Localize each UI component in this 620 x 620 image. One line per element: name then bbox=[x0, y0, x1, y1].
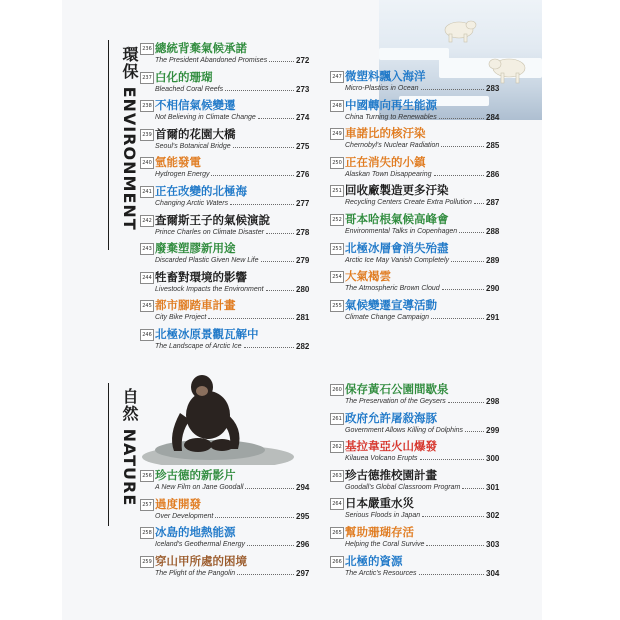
toc-entry[interactable] bbox=[140, 554, 312, 580]
entry-title-zh: 白化的珊瑚 bbox=[155, 69, 213, 84]
entry-number: 254 bbox=[330, 271, 344, 283]
entry-title-zh: 北極冰層會消失殆盡 bbox=[345, 240, 449, 255]
toc-entry[interactable] bbox=[140, 497, 312, 523]
entry-title-en: Discarded Plastic Given New Life bbox=[155, 257, 259, 265]
entry-page-number: 286 bbox=[486, 169, 500, 179]
entry-number: 236 bbox=[140, 43, 154, 55]
toc-entry[interactable] bbox=[140, 127, 312, 153]
entry-title-en: Livestock Impacts the Environment bbox=[155, 285, 264, 293]
entry-title-en: The Landscape of Arctic Ice bbox=[155, 343, 242, 350]
toc-entry[interactable] bbox=[140, 98, 312, 124]
entry-page-number: 273 bbox=[296, 84, 310, 94]
entry-page-number: 291 bbox=[486, 312, 500, 322]
entry-title-en: The President Abandoned Promises bbox=[155, 57, 268, 64]
entry-page-number: 278 bbox=[296, 227, 310, 237]
entry-title-en: Serious Floods in Japan bbox=[345, 512, 421, 520]
entry-title-zh: 廢棄塑膠新用途 bbox=[155, 241, 236, 256]
entry-title-en: Bleached Coral Reefs bbox=[155, 85, 224, 93]
entry-title-en: Seoul's Botanical Bridge bbox=[155, 142, 231, 150]
entry-title-en: Changing Arctic Waters bbox=[155, 200, 229, 207]
toc-entry[interactable] bbox=[330, 126, 502, 152]
entry-page-number: 287 bbox=[486, 198, 500, 208]
entry-title-zh: 穿山甲所處的困境 bbox=[155, 553, 247, 568]
entry-page-number: 288 bbox=[486, 227, 500, 236]
entry-title-en: A New Film on Jane Goodall bbox=[155, 484, 244, 491]
entry-page-number: 301 bbox=[486, 482, 500, 492]
entry-title-en: Chernobyl's Nuclear Radiation bbox=[345, 142, 440, 150]
toc-entry[interactable] bbox=[330, 69, 502, 95]
toc-entry[interactable] bbox=[140, 184, 312, 210]
entry-page-number: 282 bbox=[296, 342, 310, 351]
entry-number: 259 bbox=[140, 556, 154, 568]
entry-number: 248 bbox=[330, 100, 344, 112]
entry-title-en: Alaskan Town Disappearing bbox=[345, 170, 432, 178]
entry-page-number: 284 bbox=[486, 112, 500, 122]
nature-section-label: 自然 NATURE bbox=[120, 388, 139, 507]
toc-entry[interactable] bbox=[330, 269, 502, 295]
entry-number: 240 bbox=[140, 157, 154, 169]
leader-dots bbox=[422, 516, 484, 517]
entry-title-zh: 車諾比的核汙染 bbox=[345, 126, 426, 141]
entry-title-zh: 基拉韋亞火山爆發 bbox=[345, 439, 437, 454]
entry-title-en: Micro-Plastics in Ocean bbox=[345, 85, 419, 92]
entry-number: 249 bbox=[330, 128, 344, 140]
entry-page-number: 299 bbox=[486, 425, 500, 435]
entry-number: 245 bbox=[140, 300, 154, 312]
leader-dots bbox=[426, 545, 484, 546]
leader-dots bbox=[474, 203, 484, 204]
entry-title-zh: 珍古德推校園計畫 bbox=[345, 467, 437, 482]
entry-number: 241 bbox=[140, 186, 154, 198]
entry-title-zh: 日本嚴重水災 bbox=[345, 496, 414, 511]
entry-number: 265 bbox=[330, 527, 344, 539]
entry-page-number: 275 bbox=[296, 141, 310, 151]
entry-title-zh: 首爾的花園大橋 bbox=[155, 126, 236, 141]
entry-number: 247 bbox=[330, 71, 344, 83]
entry-number: 246 bbox=[140, 329, 154, 341]
entry-number: 266 bbox=[330, 556, 344, 568]
entry-title-en: Recycling Centers Create Extra Pollution bbox=[345, 199, 472, 207]
entry-number: 239 bbox=[140, 129, 154, 141]
entry-number: 261 bbox=[330, 413, 344, 425]
entry-page-number: 279 bbox=[296, 256, 310, 266]
entry-number: 242 bbox=[140, 215, 154, 227]
entry-title-en: China Turning to Renewables bbox=[345, 113, 437, 121]
nature-section-rule bbox=[62, 383, 109, 526]
entry-title-zh: 不相信氣候變遷 bbox=[155, 98, 236, 113]
entry-number: 264 bbox=[330, 498, 344, 510]
entry-page-number: 290 bbox=[486, 284, 500, 294]
entry-title-en: City Bike Project bbox=[155, 314, 207, 322]
toc-entry[interactable] bbox=[140, 468, 312, 494]
entry-page-number: 276 bbox=[296, 170, 310, 180]
entry-title-en: Not Believing in Climate Change bbox=[155, 114, 256, 122]
toc-entry[interactable] bbox=[140, 213, 312, 239]
leader-dots bbox=[258, 118, 294, 119]
entry-title-en: Prince Charles on Climate Disaster bbox=[155, 228, 264, 236]
chimpanzee-photo bbox=[140, 365, 295, 465]
entry-title-zh: 冰島的地熱能源 bbox=[155, 525, 236, 540]
entry-page-number: 294 bbox=[296, 483, 310, 492]
entry-title-zh: 北極冰原景觀瓦解中 bbox=[155, 327, 259, 341]
entry-number: 238 bbox=[140, 100, 154, 112]
entry-title-zh: 保存黃石公園間歇泉 bbox=[345, 382, 449, 396]
toc-entry[interactable] bbox=[140, 327, 312, 353]
entry-number: 263 bbox=[330, 470, 344, 482]
leader-dots bbox=[266, 290, 294, 291]
leader-dots bbox=[230, 204, 294, 205]
environment-section-rule bbox=[62, 40, 109, 250]
toc-entry[interactable] bbox=[140, 70, 312, 96]
entry-number: 253 bbox=[330, 243, 344, 255]
entry-number: 262 bbox=[330, 441, 344, 453]
entry-title-zh: 正在消失的小鎮 bbox=[345, 154, 426, 169]
toc-entry[interactable] bbox=[330, 496, 502, 522]
leader-dots bbox=[247, 545, 294, 546]
entry-title-en: Kilauea Volcano Erupts bbox=[345, 455, 418, 463]
entry-title-zh: 總統背棄氣候承諾 bbox=[155, 41, 247, 55]
leader-dots bbox=[269, 61, 294, 62]
entry-title-en: The Atmospheric Brown Cloud bbox=[345, 285, 440, 293]
leader-dots bbox=[211, 175, 294, 176]
leader-dots bbox=[261, 261, 294, 262]
leader-dots bbox=[244, 347, 294, 348]
entry-title-zh: 都市腳踏車計畫 bbox=[155, 298, 236, 313]
entry-title-zh: 中國轉向再生能源 bbox=[345, 97, 437, 112]
entry-title-en: Iceland's Geothermal Energy bbox=[155, 541, 246, 549]
entry-title-zh: 氫能發電 bbox=[155, 155, 201, 170]
toc-entry[interactable] bbox=[330, 183, 502, 209]
entry-title-en: The Preservation of the Geysers bbox=[345, 398, 446, 405]
leader-dots bbox=[215, 517, 294, 518]
entry-number: 257 bbox=[140, 499, 154, 511]
toc-entry[interactable] bbox=[330, 155, 502, 181]
entry-number: 255 bbox=[330, 300, 344, 312]
entry-title-zh: 微塑料飄入海洋 bbox=[345, 69, 426, 83]
leader-dots bbox=[420, 459, 484, 460]
entry-title-en: Hydrogen Energy bbox=[155, 171, 210, 179]
entry-page-number: 300 bbox=[486, 454, 500, 464]
entry-number: 244 bbox=[140, 272, 154, 284]
entry-page-number: 303 bbox=[486, 540, 500, 549]
entry-title-zh: 北極的資源 bbox=[345, 553, 403, 568]
entry-page-number: 289 bbox=[486, 255, 500, 265]
entry-number: 237 bbox=[140, 72, 154, 84]
entry-title-en: The Arctic's Resources bbox=[345, 569, 417, 577]
toc-entry[interactable] bbox=[330, 298, 502, 324]
entry-page-number: 296 bbox=[296, 540, 310, 550]
entry-title-en: Helping the Coral Survive bbox=[345, 541, 425, 548]
leader-dots bbox=[439, 118, 484, 119]
entry-title-en: Environmental Talks in Copenhagen bbox=[345, 228, 458, 235]
entry-page-number: 281 bbox=[296, 313, 310, 323]
entry-page-number: 277 bbox=[296, 199, 310, 208]
toc-entry[interactable] bbox=[330, 98, 502, 124]
entry-title-zh: 正在改變的北極海 bbox=[155, 184, 247, 198]
entry-title-en: Arctic Ice May Vanish Completely bbox=[345, 256, 449, 264]
entry-page-number: 304 bbox=[486, 568, 500, 578]
entry-title-zh: 哥本哈根氣候高峰會 bbox=[345, 212, 449, 226]
entry-title-zh: 政府允許屠殺海豚 bbox=[345, 410, 437, 425]
entry-page-number: 280 bbox=[296, 284, 310, 294]
entry-title-en: Goodall's Global Classroom Program bbox=[345, 483, 461, 491]
entry-page-number: 302 bbox=[486, 511, 500, 521]
entry-title-zh: 珍古德的新影片 bbox=[155, 468, 236, 482]
leader-dots bbox=[421, 89, 484, 90]
toc-entry[interactable] bbox=[140, 298, 312, 324]
entry-title-zh: 查爾斯王子的氣候演說 bbox=[155, 212, 270, 227]
leader-dots bbox=[462, 488, 484, 489]
toc-entry[interactable] bbox=[330, 241, 502, 267]
entry-number: 250 bbox=[330, 157, 344, 169]
toc-entry[interactable] bbox=[140, 41, 312, 67]
toc-entry[interactable] bbox=[330, 212, 502, 238]
entry-title-en: Government Allows Killing of Dolphins bbox=[345, 426, 464, 434]
leader-dots bbox=[434, 175, 484, 176]
entry-page-number: 297 bbox=[296, 568, 310, 578]
entry-title-zh: 回收廠製造更多汙染 bbox=[345, 183, 449, 198]
entry-page-number: 298 bbox=[486, 397, 500, 406]
toc-entry[interactable] bbox=[140, 155, 312, 181]
leader-dots bbox=[442, 289, 484, 290]
entry-page-number: 295 bbox=[296, 511, 310, 521]
toc-entry[interactable] bbox=[330, 439, 502, 465]
leader-dots bbox=[225, 90, 294, 91]
toc-entry[interactable] bbox=[140, 525, 312, 551]
entry-number: 256 bbox=[140, 470, 154, 482]
entry-page-number: 274 bbox=[296, 113, 310, 123]
leader-dots bbox=[431, 318, 484, 319]
entry-title-zh: 幫助珊瑚存活 bbox=[345, 525, 414, 539]
entry-title-zh: 牲畜對環境的影響 bbox=[155, 269, 247, 284]
entry-page-number: 283 bbox=[486, 84, 500, 93]
toc-entry[interactable] bbox=[330, 411, 502, 437]
entry-number: 252 bbox=[330, 214, 344, 226]
entry-page-number: 285 bbox=[486, 141, 500, 151]
leader-dots bbox=[465, 431, 484, 432]
leader-dots bbox=[459, 232, 484, 233]
entry-number: 260 bbox=[330, 384, 344, 396]
entry-page-number: 272 bbox=[296, 56, 310, 65]
entry-title-en: Over Development bbox=[155, 512, 214, 520]
leader-dots bbox=[419, 574, 484, 575]
toc-entry[interactable] bbox=[140, 241, 312, 267]
entry-title-zh: 氣候變遷宣導活動 bbox=[345, 297, 437, 312]
entry-title-zh: 大氣褐雲 bbox=[345, 269, 391, 284]
leader-dots bbox=[208, 318, 294, 319]
entry-number: 258 bbox=[140, 527, 154, 539]
entry-title-en: Climate Change Campaign bbox=[345, 313, 430, 321]
entry-number: 243 bbox=[140, 243, 154, 255]
entry-title-en: The Plight of the Pangolin bbox=[155, 569, 236, 577]
toc-entry[interactable] bbox=[330, 525, 502, 551]
leader-dots bbox=[266, 233, 294, 234]
leader-dots bbox=[233, 147, 294, 148]
leader-dots bbox=[237, 574, 294, 575]
toc-entry[interactable] bbox=[140, 270, 312, 296]
leader-dots bbox=[441, 146, 484, 147]
leader-dots bbox=[451, 261, 484, 262]
toc-entry[interactable] bbox=[330, 468, 502, 494]
toc-entry[interactable] bbox=[330, 554, 502, 580]
entry-number: 251 bbox=[330, 185, 344, 197]
leader-dots bbox=[245, 488, 294, 489]
leader-dots bbox=[448, 402, 484, 403]
entry-title-zh: 過度開發 bbox=[155, 496, 201, 511]
toc-entry[interactable] bbox=[330, 382, 502, 408]
environment-section-label: 環保 ENVIRONMENT bbox=[120, 46, 139, 231]
